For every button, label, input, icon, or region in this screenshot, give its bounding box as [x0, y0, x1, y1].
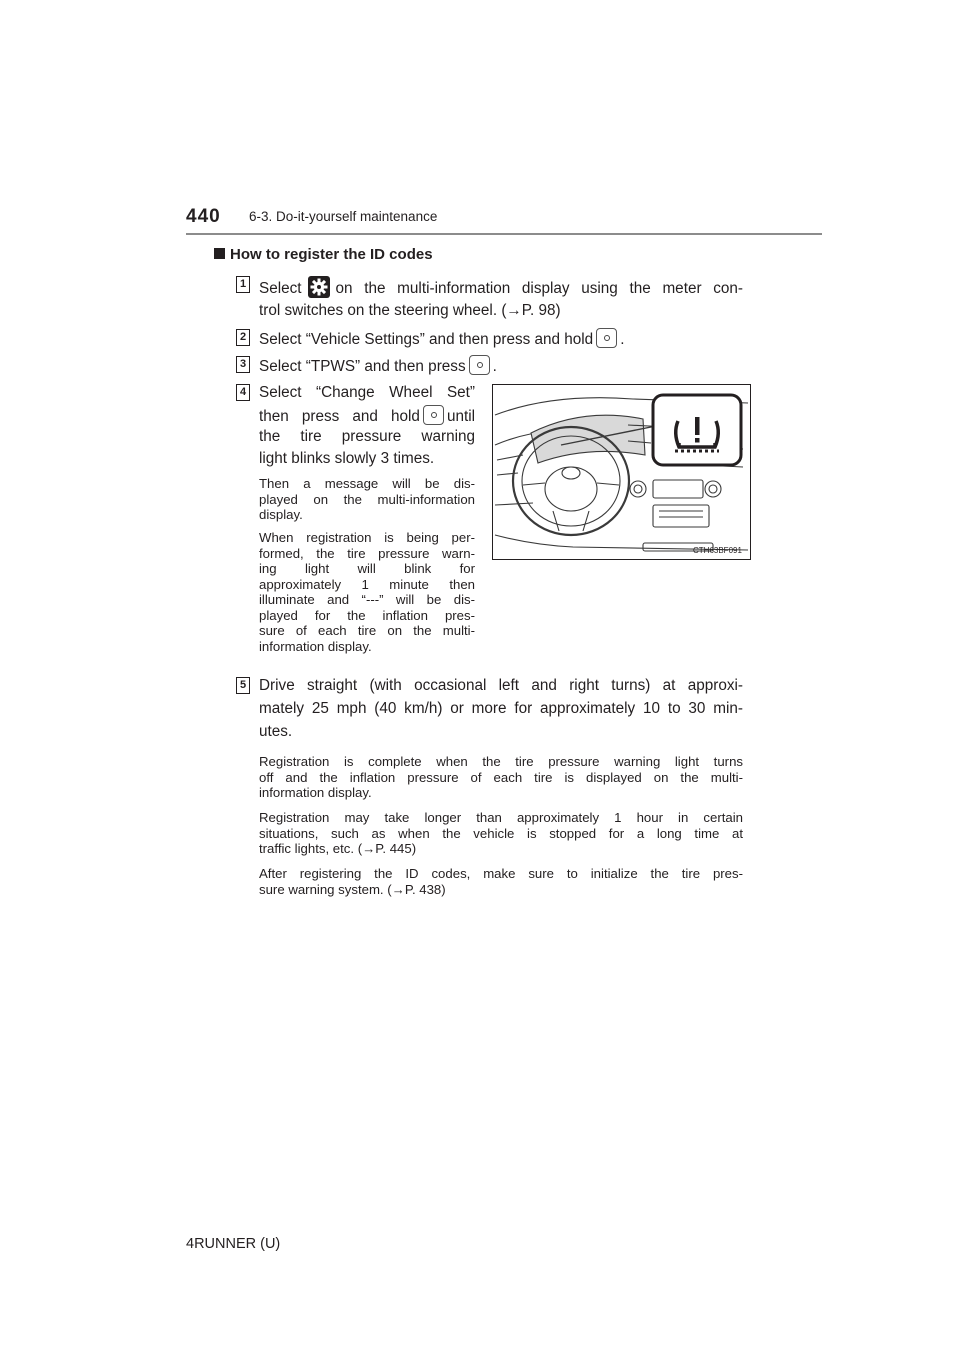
step-4-line-2: then press and hold until: [259, 405, 475, 427]
step-5-note-2: Registration may take longer than approximately 1 hour in certain situations, such as when the vehicle is stopped for a long time at traffic lights, etc. (→P. 445): [259, 810, 743, 856]
step-1-line-2: trol switches on the steering wheel. (→P. 98): [259, 302, 561, 319]
step-5-note-3: After registering the ID codes, make sure to initialize the tire pres- sure warning system. (→P. 438): [259, 866, 743, 897]
step-4-note-1: Then a message will be dis- played on the multi-information display.: [259, 476, 475, 522]
figure-code: CTH63BF091: [693, 546, 742, 555]
page-number: 440: [186, 206, 221, 227]
meter-control-ok-button-icon: [469, 355, 490, 375]
meter-control-ok-button-icon: [423, 405, 444, 425]
step-number-1: 1: [236, 276, 250, 293]
arrow-right-icon: →: [506, 302, 522, 319]
step-number-5: 5: [236, 677, 250, 694]
step-3-text: Select “TPWS” and then press .: [259, 355, 497, 377]
section-title: 6-3. Do-it-yourself maintenance: [249, 209, 438, 224]
step-5-line-3: utes.: [259, 723, 293, 740]
section-heading: [214, 246, 433, 263]
gear-icon: [308, 276, 330, 298]
step-5-note-1: Registration is complete when the tire pressure warning light turns off and the inflation pressure of each tire is displayed on the multi- information display.: [259, 754, 743, 800]
step-5-line-1: Drive straight (with occasional left and right turns) at approxi-: [259, 677, 743, 694]
footer-model: 4RUNNER (U): [186, 1236, 281, 1252]
arrow-right-icon: →: [362, 841, 376, 856]
header-divider: [186, 233, 822, 235]
square-bullet-icon: [214, 248, 225, 259]
tire-pressure-warning-light-icon: [653, 395, 741, 465]
dashboard-illustration: [492, 384, 751, 560]
step-2-text: Select “Vehicle Settings” and then press and hold .: [259, 328, 624, 350]
step-4-line-4: light blinks slowly 3 times.: [259, 450, 435, 467]
step-1-line-1: Select on the multi-information display using the meter con-: [259, 276, 743, 299]
steering-wheel-diagram: [493, 385, 750, 559]
step-4-line-1: Select “Change Wheel Set”: [259, 384, 475, 401]
step-4-line-3: the tire pressure warning: [259, 428, 475, 445]
step-number-2: 2: [236, 329, 250, 346]
meter-control-ok-button-icon: [596, 328, 617, 348]
heading-text: How to register the ID codes: [230, 246, 433, 263]
step-number-3: 3: [236, 356, 250, 373]
step-number-4: 4: [236, 384, 250, 401]
step-4-note-2: When registration is being per- formed, the tire pressure warn- ing light will blink for approximately 1 minute then illuminate and “---” will be dis- played for the inflation pres- sure of each tire on the multi- information display.: [259, 530, 475, 654]
step-5-line-2: mately 25 mph (40 km/h) or more for approximately 10 to 30 min-: [259, 700, 743, 717]
arrow-right-icon: →: [391, 881, 405, 897]
